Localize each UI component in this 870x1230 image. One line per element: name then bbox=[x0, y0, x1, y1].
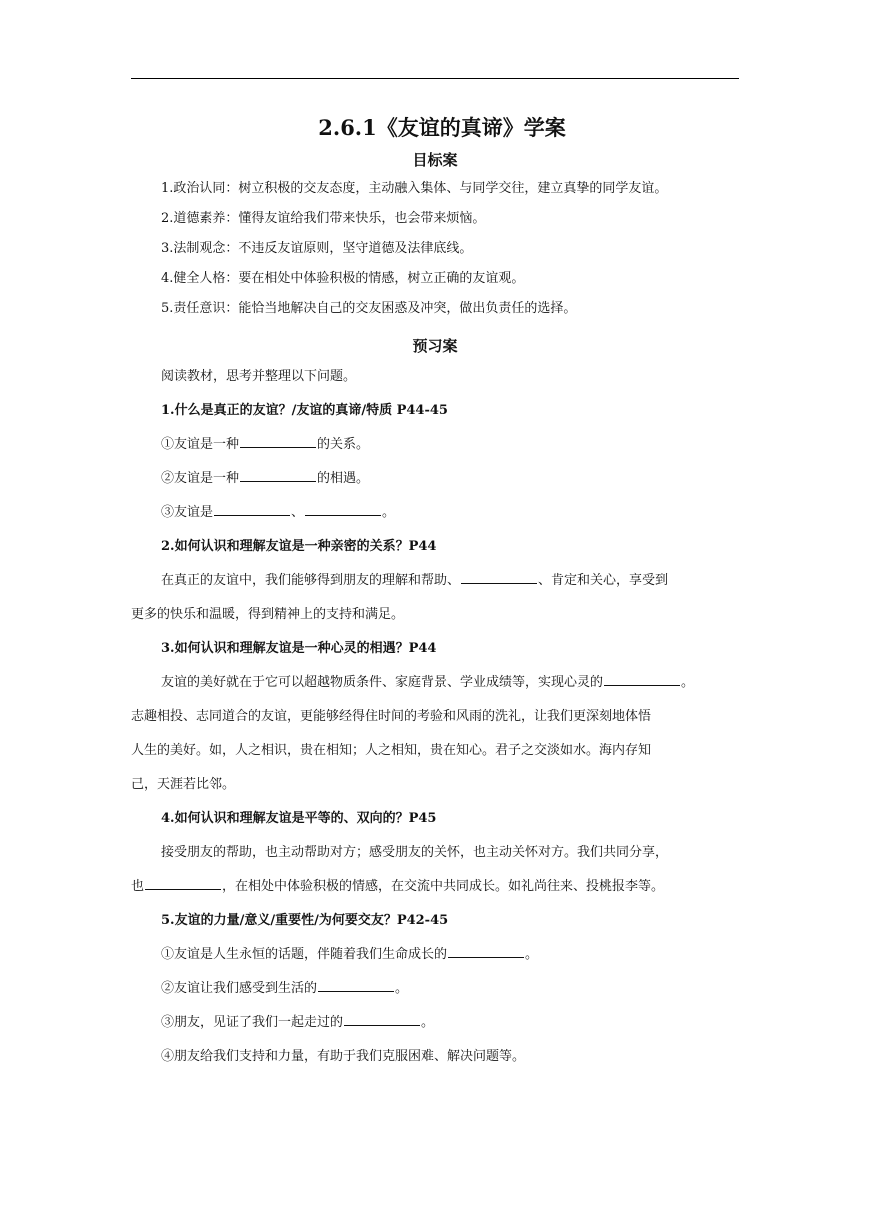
fill-text: ③友谊是 bbox=[161, 505, 214, 520]
answer-blank[interactable] bbox=[240, 467, 316, 482]
fill-text: ②友谊是一种 bbox=[161, 471, 240, 486]
fill-line bbox=[131, 938, 739, 972]
answer-blank[interactable] bbox=[305, 501, 381, 516]
goal-item: 5.责任意识：能恰当地解决自己的交友困惑及冲突，做出负责任的选择。 bbox=[161, 301, 577, 316]
header-rule bbox=[131, 78, 739, 79]
fill-text: 。 bbox=[525, 947, 539, 962]
fill-text: 也 bbox=[131, 879, 145, 894]
preview-heading: 预习案 bbox=[412, 337, 458, 355]
fill-text: ②友谊让我们感受到生活的 bbox=[161, 981, 318, 996]
paragraph-line: 接受朋友的帮助，也主动帮助对方；感受朋友的关怀，也主动关怀对方。我们共同分享， bbox=[161, 845, 669, 860]
fill-text: 。 bbox=[681, 675, 695, 690]
answer-blank[interactable] bbox=[461, 569, 537, 584]
answer-blank[interactable] bbox=[145, 875, 221, 890]
preview-intro: 阅读教材，思考并整理以下问题。 bbox=[161, 369, 357, 384]
fill-line bbox=[131, 428, 739, 462]
fill-line bbox=[131, 496, 739, 530]
question-heading-3: 3.如何认识和理解友谊是一种心灵的相遇？P44 bbox=[161, 641, 437, 656]
fill-text: 友谊的美好就在于它可以超越物质条件、家庭背景、学业成绩等，实现心灵的 bbox=[161, 675, 604, 690]
fill-text: 、 bbox=[291, 505, 305, 520]
goal-item: 4.健全人格：要在相处中体验积极的情感，树立正确的友谊观。 bbox=[161, 271, 525, 286]
fill-line bbox=[131, 462, 739, 496]
worksheet-page bbox=[131, 110, 739, 1074]
question-heading-2: 2.如何认识和理解友谊是一种亲密的关系？P44 bbox=[161, 539, 437, 554]
goals-heading: 目标案 bbox=[412, 151, 458, 169]
answer-blank[interactable] bbox=[214, 501, 290, 516]
fill-text: 。 bbox=[395, 981, 409, 996]
fill-text: 的关系。 bbox=[317, 437, 370, 452]
question-heading-4: 4.如何认识和理解友谊是平等的、双向的？P45 bbox=[161, 811, 437, 826]
question-heading-5: 5.友谊的力量/意义/重要性/为何要交友？P42-45 bbox=[161, 913, 449, 928]
fill-text: 。 bbox=[421, 1015, 435, 1030]
question-heading-1: 1.什么是真正的友谊？/友谊的真谛/特质 P44-45 bbox=[161, 403, 448, 418]
goal-item: 2.道德素养：懂得友谊给我们带来快乐，也会带来烦恼。 bbox=[161, 211, 486, 226]
page-title: 2.6.1《友谊的真谛》学案 bbox=[318, 115, 566, 140]
answer-blank[interactable] bbox=[240, 433, 316, 448]
fill-text: 。 bbox=[382, 505, 396, 520]
answer-blank[interactable] bbox=[448, 943, 524, 958]
goal-item: 1.政治认同：树立积极的交友态度，主动融入集体、与同学交往，建立真挚的同学友谊。 bbox=[161, 181, 668, 196]
fill-line bbox=[131, 972, 739, 1006]
paragraph-line bbox=[131, 564, 739, 598]
fill-text: ①友谊是人生永恒的话题，伴随着我们生命成长的 bbox=[161, 947, 448, 962]
fill-text: ③朋友，见证了我们一起走过的 bbox=[161, 1015, 344, 1030]
fill-text: 的相遇。 bbox=[317, 471, 370, 486]
fill-text: 、肯定和关心，享受到 bbox=[538, 573, 669, 588]
paragraph-line bbox=[131, 870, 739, 904]
paragraph-line: 更多的快乐和温暖，得到精神上的支持和满足。 bbox=[131, 607, 405, 622]
answer-blank[interactable] bbox=[318, 977, 394, 992]
answer-blank[interactable] bbox=[604, 671, 680, 686]
fill-text: ，在相处中体验积极的情感，在交流中共同成长。如礼尚往来、投桃报李等。 bbox=[222, 879, 665, 894]
paragraph-line bbox=[131, 666, 739, 700]
paragraph-line: 志趣相投、志同道合的友谊，更能够经得住时间的考验和风雨的洗礼，让我们更深刻地体悟 bbox=[131, 709, 652, 724]
fill-line: ④朋友给我们支持和力量，有助于我们克服困难、解决问题等。 bbox=[161, 1049, 526, 1064]
paragraph-line: 己，天涯若比邻。 bbox=[131, 777, 236, 792]
fill-text: ①友谊是一种 bbox=[161, 437, 240, 452]
fill-line bbox=[131, 1006, 739, 1040]
fill-text: 在真正的友谊中，我们能够得到朋友的理解和帮助、 bbox=[161, 573, 461, 588]
answer-blank[interactable] bbox=[344, 1011, 420, 1026]
goal-item: 3.法制观念：不违反友谊原则，坚守道德及法律底线。 bbox=[161, 241, 473, 256]
paragraph-line: 人生的美好。如，人之相识，贵在相知；人之相知，贵在知心。君子之交淡如水。海内存知 bbox=[131, 743, 652, 758]
